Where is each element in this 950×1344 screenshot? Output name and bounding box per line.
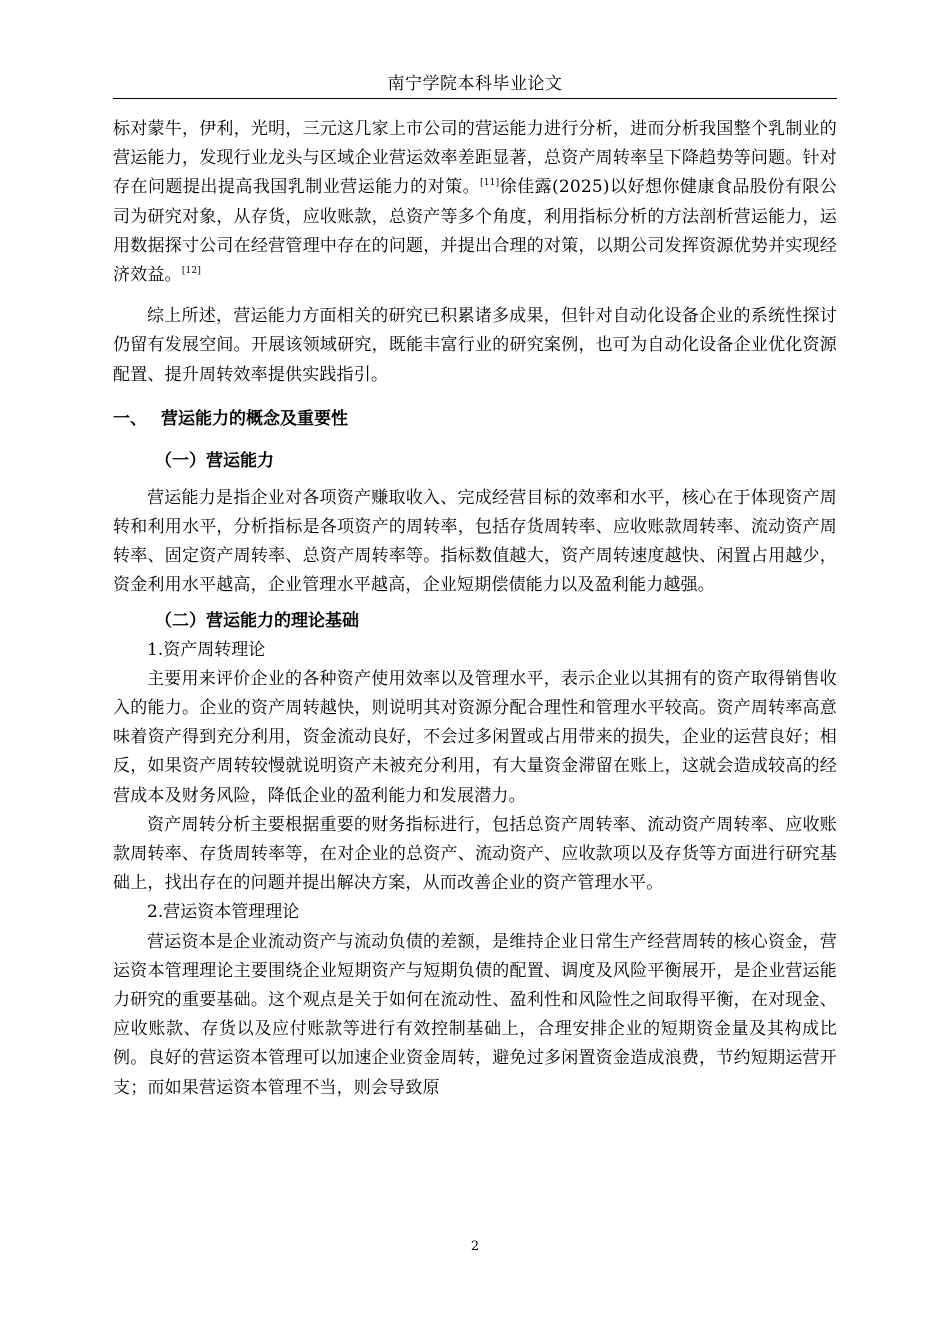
section-heading xyxy=(113,405,837,434)
subheading-asset-turnover-theory: 1.资产周转理论 xyxy=(147,639,266,660)
citation-reference: [11] xyxy=(480,178,500,189)
paragraph-text: 标对蒙牛，伊利，光明，三元这几家上市公司的营运能力进行分析，进而分析我国整个乳制业的营运能力，发现行业龙头与区域企业营运效率差距显著，总资产周转率呈下降趋势等问题。针对存在问题提出提高我国乳制业营运能力的对策。 xyxy=(113,119,837,198)
header-rule xyxy=(113,98,837,99)
section-title: 营运能力的概念及重要性 xyxy=(161,408,348,429)
paragraph-operating-capacity-definition: 营运能力是指企业对各项资产赚取收入、完成经营目标的效率和水平，核心在于体现资产周转和利用水平，分析指标是各项资产的周转率，包括存货周转率、应收账款周转率、流动资产周转率、固定资产周转率、总资产周转率等。指标数值越大，资产周转速度越快、闲置占用越少，资金利用水平越高，企业管理水平越高，企业短期偿债能力以及盈利能力越强。 xyxy=(113,487,837,596)
paragraph-working-capital: 营运资本是企业流动资产与流动负债的差额，是维持企业日常生产经营周转的核心资金，营运资本管理理论主要围绕企业短期资产与短期负债的配置、调度及风险平衡展开，是企业营运能力研究的重要基础。这个观点是关于如何在流动性、盈利性和风险性之间取得平衡，在对现金、应收账款、存货以及应付账款等进行有效控制基础上，合理安排企业的短期资金量及其构成比例。良好的营运资本管理可以加速企业资金周转，避免过多闲置资金造成浪费，节约短期运营开支；而如果营运资本管理不当，则会导致原 xyxy=(113,931,837,1098)
subsection-heading-operating-capacity: （一）营运能力 xyxy=(155,450,274,471)
paragraph-asset-turnover-analysis: 资产周转分析主要根据重要的财务指标进行，包括总资产周转率、流动资产周转率、应收账款周转率、存货周转率等，在对企业的总资产、流动资产、应收款项以及存货等方面进行研究基础上，找出存在的问题并提出解决方案，从而改善企业的资产管理水平。 xyxy=(113,814,837,894)
document-body xyxy=(113,115,837,1103)
subsection-heading-theoretical-basis: （二）营运能力的理论基础 xyxy=(155,610,359,631)
subheading-working-capital-theory: 2.营运资本管理理论 xyxy=(147,902,300,923)
page-header-title: 南宁学院本科毕业论文 xyxy=(387,74,563,94)
paragraph-literature-review-continued xyxy=(113,115,837,290)
paragraph-asset-turnover: 主要用来评价企业的各种资产使用效率以及管理水平，表示企业以其拥有的资产取得销售收入的能力。企业的资产周转越快，则说明其对资源分配合理性和管理水平较高。资产周转率高意味着资产得到充分利用，资金流动良好，不会过多闲置或占用带来的损失，企业的运营良好；相反，如果资产周转较慢就说明资产未被充分利用，有大量资金滞留在账上，这就会造成较高的经营成本及财务风险，降低企业的盈利能力和发展潜力。 xyxy=(113,668,837,806)
page-number: 2 xyxy=(470,1239,480,1254)
citation-reference: [12] xyxy=(181,266,202,277)
paragraph-summary: 综上所述，营运能力方面相关的研究已积累诸多成果，但针对自动化设备企业的系统性探讨仍留有发展空间。开展该领域研究，既能丰富行业的研究案例，也可为自动化设备企业优化资源配置、提升周转效率提供实践指引。 xyxy=(113,306,837,385)
paragraph-text: 徐佳露(2025)以好想你健康食品股份有限公司为研究对象，从存货，应收账款，总资产等多个角度，利用指标分析的方法剖析营运能力，运用数据探寸公司在经营管理中存在的问题，并提出合理的对策，以期公司发挥资源优势并实现经济效益。 xyxy=(113,177,837,286)
section-number: 一、 xyxy=(113,408,147,429)
